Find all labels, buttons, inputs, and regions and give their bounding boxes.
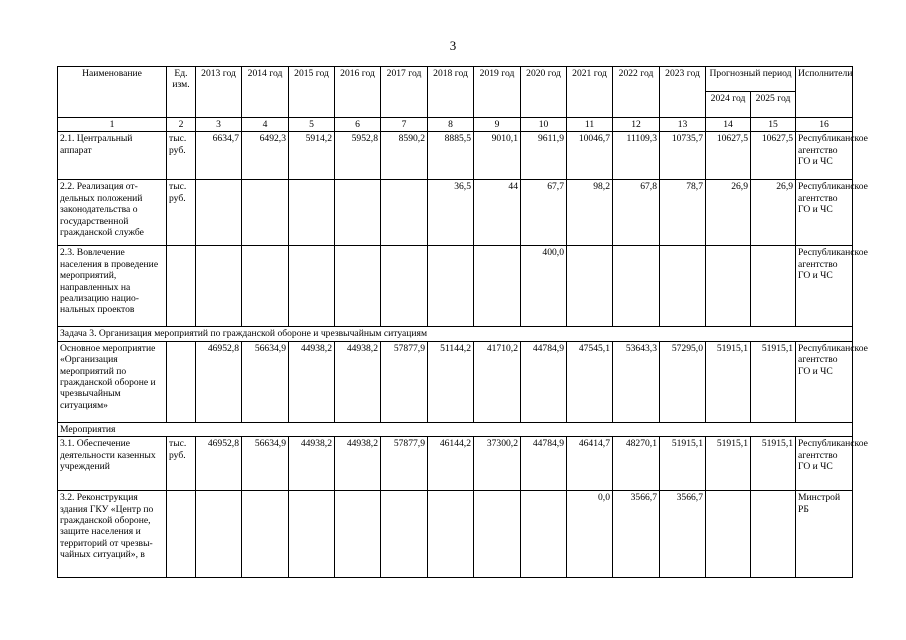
column-number: 11 bbox=[567, 118, 613, 132]
value-cell: 46144,2 bbox=[428, 437, 474, 491]
value-cell bbox=[289, 246, 335, 327]
value-cell: 48270,1 bbox=[613, 437, 660, 491]
value-cell: 9010,1 bbox=[474, 132, 521, 180]
table-row bbox=[58, 491, 853, 578]
value-cell: 53643,3 bbox=[613, 341, 660, 422]
value-cell bbox=[660, 246, 706, 327]
value-cell: 98,2 bbox=[567, 180, 613, 246]
page-number: 3 bbox=[449, 38, 457, 53]
value-cell bbox=[428, 246, 474, 327]
value-cell: 44938,2 bbox=[335, 341, 381, 422]
row-name: 3.2. Реконструкция здания ГКУ «Центр по гражданской обороне, защите населения и территорий от чрезвычайных ситуаций», в bbox=[58, 491, 167, 578]
value-cell: 67,7 bbox=[521, 180, 567, 246]
value-cell: 51915,1 bbox=[660, 437, 706, 491]
value-cell: 57877,9 bbox=[381, 437, 428, 491]
value-cell: 3566,7 bbox=[613, 491, 660, 578]
value-cell: 26,9 bbox=[751, 180, 796, 246]
value-cell: 56634,9 bbox=[242, 437, 289, 491]
row-name: Основное мероприятие «Организация мероприятий по гражданской обороне и чрезвычайным ситуациям» bbox=[58, 341, 167, 422]
value-cell bbox=[706, 491, 751, 578]
value-cell: 10046,7 bbox=[567, 132, 613, 180]
value-cell: 0,0 bbox=[567, 491, 613, 578]
header-year: 2018 год bbox=[428, 67, 474, 118]
value-cell bbox=[289, 180, 335, 246]
value-cell: 10627,5 bbox=[706, 132, 751, 180]
table-row bbox=[58, 437, 853, 491]
column-number: 6 bbox=[335, 118, 381, 132]
column-numbers-row bbox=[58, 118, 853, 132]
value-cell bbox=[428, 491, 474, 578]
value-cell bbox=[242, 180, 289, 246]
value-cell bbox=[751, 491, 796, 578]
value-cell: 46414,7 bbox=[567, 437, 613, 491]
events-label-row bbox=[58, 422, 853, 436]
header-unit: Ед. изм. bbox=[167, 67, 196, 118]
value-cell: 44938,2 bbox=[335, 437, 381, 491]
header-forecast-year: 2024 год bbox=[706, 92, 751, 118]
value-cell bbox=[521, 491, 567, 578]
row-executor: Республиканское агентство ГО и ЧС bbox=[796, 437, 853, 491]
row-executor: Республиканское агентство ГО и ЧС bbox=[796, 180, 853, 246]
value-cell: 6492,3 bbox=[242, 132, 289, 180]
value-cell: 44784,9 bbox=[521, 341, 567, 422]
value-cell: 47545,1 bbox=[567, 341, 613, 422]
column-number: 12 bbox=[613, 118, 660, 132]
column-number: 4 bbox=[242, 118, 289, 132]
value-cell: 51915,1 bbox=[706, 437, 751, 491]
column-number: 8 bbox=[428, 118, 474, 132]
row-name: 2.1. Центральный аппарат bbox=[58, 132, 167, 180]
value-cell bbox=[567, 246, 613, 327]
value-cell bbox=[196, 180, 242, 246]
header-forecast-year: 2025 год bbox=[751, 92, 796, 118]
value-cell bbox=[242, 246, 289, 327]
value-cell: 5914,2 bbox=[289, 132, 335, 180]
value-cell: 44938,2 bbox=[289, 341, 335, 422]
row-name: 2.3. Вовлечение населения в проведение мероприятий, направленных на реализацию национальных проектов bbox=[58, 246, 167, 327]
value-cell bbox=[706, 246, 751, 327]
value-cell: 78,7 bbox=[660, 180, 706, 246]
budget-table bbox=[57, 66, 868, 578]
value-cell bbox=[335, 246, 381, 327]
value-cell bbox=[335, 491, 381, 578]
value-cell: 8885,5 bbox=[428, 132, 474, 180]
value-cell bbox=[196, 246, 242, 327]
header-forecast: Прогнозный период bbox=[706, 67, 796, 92]
value-cell: 57877,9 bbox=[381, 341, 428, 422]
header-executors: Исполнители bbox=[796, 67, 853, 118]
value-cell bbox=[474, 491, 521, 578]
value-cell: 56634,9 bbox=[242, 341, 289, 422]
table-row bbox=[58, 180, 853, 246]
value-cell bbox=[613, 246, 660, 327]
task-row bbox=[58, 327, 853, 341]
row-unit bbox=[167, 246, 196, 327]
value-cell: 51915,1 bbox=[751, 341, 796, 422]
row-name: 3.1. Обеспечение деятельности казенных учреждений bbox=[58, 437, 167, 491]
row-name: 2.2. Реализация отдельных положений законодательства о государственной гражданской службе bbox=[58, 180, 167, 246]
value-cell: 44 bbox=[474, 180, 521, 246]
table-row bbox=[58, 246, 853, 327]
header-name: Наименование bbox=[58, 67, 167, 118]
column-number: 3 bbox=[196, 118, 242, 132]
column-number: 5 bbox=[289, 118, 335, 132]
column-number: 13 bbox=[660, 118, 706, 132]
table-row bbox=[58, 132, 853, 180]
header-year: 2015 год bbox=[289, 67, 335, 118]
value-cell: 57295,0 bbox=[660, 341, 706, 422]
row-executor: Республиканское агентство ГО и ЧС bbox=[796, 246, 853, 327]
value-cell bbox=[474, 246, 521, 327]
row-executor: Республиканское агентство ГО и ЧС bbox=[796, 341, 853, 422]
value-cell bbox=[335, 180, 381, 246]
value-cell: 36,5 bbox=[428, 180, 474, 246]
value-cell: 37300,2 bbox=[474, 437, 521, 491]
header-year: 2022 год bbox=[613, 67, 660, 118]
column-number: 7 bbox=[381, 118, 428, 132]
value-cell: 46952,8 bbox=[196, 341, 242, 422]
value-cell: 51915,1 bbox=[751, 437, 796, 491]
header-row bbox=[58, 67, 853, 92]
header-year: 2017 год bbox=[381, 67, 428, 118]
row-unit bbox=[167, 491, 196, 578]
value-cell bbox=[381, 246, 428, 327]
value-cell: 67,8 bbox=[613, 180, 660, 246]
value-cell: 11109,3 bbox=[613, 132, 660, 180]
row-unit bbox=[167, 341, 196, 422]
header-year: 2013 год bbox=[196, 67, 242, 118]
value-cell: 44938,2 bbox=[289, 437, 335, 491]
row-executor: Республиканское агентство ГО и ЧС bbox=[796, 132, 853, 180]
value-cell: 41710,2 bbox=[474, 341, 521, 422]
value-cell: 44784,9 bbox=[521, 437, 567, 491]
header-year: 2014 год bbox=[242, 67, 289, 118]
column-number: 2 bbox=[167, 118, 196, 132]
column-number: 15 bbox=[751, 118, 796, 132]
column-number: 10 bbox=[521, 118, 567, 132]
header-year: 2020 год bbox=[521, 67, 567, 118]
header-year: 2021 год bbox=[567, 67, 613, 118]
value-cell: 46952,8 bbox=[196, 437, 242, 491]
events-label: Мероприятия bbox=[58, 422, 853, 436]
row-unit: тыс. руб. bbox=[167, 132, 196, 180]
row-unit: тыс. руб. bbox=[167, 437, 196, 491]
value-cell bbox=[751, 246, 796, 327]
task-3-title: Задача 3. Организация мероприятий по гражданской обороне и чрезвычайным ситуациям bbox=[58, 327, 853, 341]
value-cell bbox=[381, 180, 428, 246]
column-number: 1 bbox=[58, 118, 167, 132]
column-number: 14 bbox=[706, 118, 751, 132]
header-year: 2016 год bbox=[335, 67, 381, 118]
value-cell: 51144,2 bbox=[428, 341, 474, 422]
value-cell bbox=[381, 491, 428, 578]
value-cell: 51915,1 bbox=[706, 341, 751, 422]
value-cell: 400,0 bbox=[521, 246, 567, 327]
header-year: 2023 год bbox=[660, 67, 706, 118]
column-number: 9 bbox=[474, 118, 521, 132]
value-cell: 26,9 bbox=[706, 180, 751, 246]
value-cell: 10627,5 bbox=[751, 132, 796, 180]
column-number: 16 bbox=[796, 118, 853, 132]
value-cell: 8590,2 bbox=[381, 132, 428, 180]
value-cell: 5952,8 bbox=[335, 132, 381, 180]
value-cell: 3566,7 bbox=[660, 491, 706, 578]
table-row-main-event bbox=[58, 341, 853, 422]
value-cell bbox=[289, 491, 335, 578]
value-cell: 9611,9 bbox=[521, 132, 567, 180]
row-executor: Минстрой РБ bbox=[796, 491, 853, 578]
value-cell: 6634,7 bbox=[196, 132, 242, 180]
header-year: 2019 год bbox=[474, 67, 521, 118]
value-cell bbox=[242, 491, 289, 578]
row-unit: тыс. руб. bbox=[167, 180, 196, 246]
value-cell: 10735,7 bbox=[660, 132, 706, 180]
value-cell bbox=[196, 491, 242, 578]
